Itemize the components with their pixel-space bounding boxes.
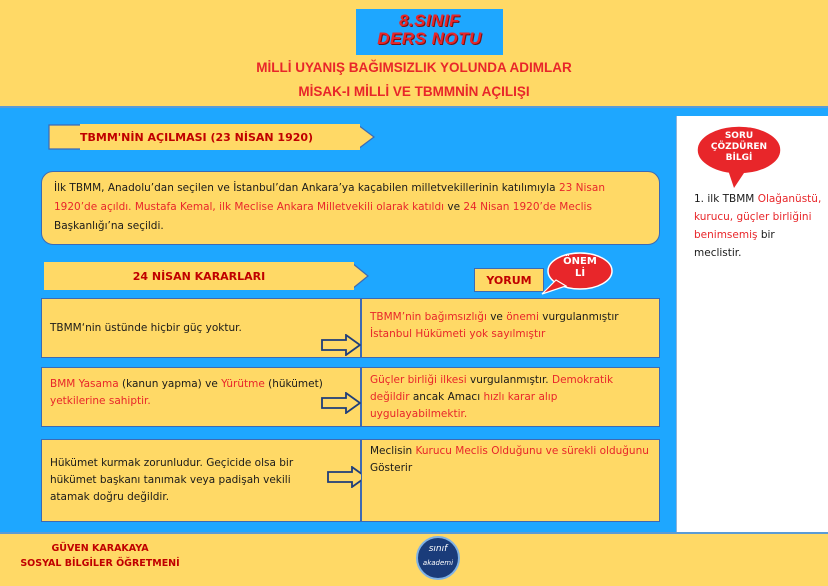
section1-text-e: Başkanlığı’na seçildi. xyxy=(54,220,164,232)
section1-banner: TBMM'NİN AÇILMASI (23 NİSAN 1920) xyxy=(80,124,360,150)
onemli-bubble xyxy=(552,256,608,280)
onemli-line1: ÖNEM xyxy=(563,256,597,267)
section1-text-d: 24 Nisan 1920’de Meclis xyxy=(463,201,592,213)
section1-text xyxy=(41,171,660,245)
section1-text-a: İlk TBMM, Anadolu’dan seçilen ve İstanbul’dan Ankara’ya kaçabilen milletvekillerinin katılımıyla xyxy=(54,182,559,194)
section1-text-b: 23 Nisan 1920’de açıldı. Mustafa Kemal, ilk Meclise Ankara Milletvekili olarak katıldı xyxy=(54,182,605,213)
signature-title: SOSYAL BİLGİLER ÖĞRETMENİ xyxy=(20,558,180,569)
comment-box-1 xyxy=(361,298,660,358)
comment-1-c: önemi xyxy=(506,311,539,323)
logo xyxy=(416,536,460,580)
comment-2-e: hızlı karar alıp uygulayabilmektir. xyxy=(370,391,558,420)
tip-bubble xyxy=(702,131,776,164)
comment-1-d: vurgulanmıştır xyxy=(538,311,619,323)
decision-2-c: Yürütme xyxy=(221,378,265,390)
yorum-label: YORUM xyxy=(474,268,544,292)
tip-line3: BİLGİ xyxy=(725,153,753,163)
comment-2-d: ancak Amacı xyxy=(409,391,484,403)
comment-box-2 xyxy=(361,367,660,427)
comment-box-3 xyxy=(361,439,660,522)
decision-2-b: (kanun yapma) ve xyxy=(118,378,222,390)
comment-1-a: TBMM’nin bağımsızlığı xyxy=(370,311,487,323)
comment-3-b: Kurucu Meclis Olduğunu ve sürekli olduğunu xyxy=(415,445,649,457)
logo-top: sınıf xyxy=(428,544,448,554)
onemli-line2: Lİ xyxy=(574,268,586,279)
decision-1-text: TBMM‘nin üstünde hiçbir güç yoktur. xyxy=(50,321,242,334)
page-title: MİLLİ UYANIŞ BAĞIMSIZLIK YOLUNDA ADIMLAR xyxy=(256,60,572,75)
arrow-right-icon xyxy=(320,392,362,414)
logo-bottom: akademi xyxy=(422,559,454,567)
decision-box-3 xyxy=(41,439,361,522)
comment-1-e: İstanbul Hükümeti yok sayılmıştır xyxy=(370,328,546,340)
header-stripe xyxy=(0,108,828,116)
comment-3-a: Meclisin xyxy=(370,445,416,457)
decision-2-a: BMM Yasama xyxy=(50,378,119,390)
side-note-b: Olağanüstü, kurucu, güçler birliğini benimsemiş xyxy=(694,193,822,241)
comment-3-c: Gösterir xyxy=(370,462,413,474)
comment-2-b: vurgulanmıştır. xyxy=(466,374,552,386)
section1-text-c: ve xyxy=(444,201,464,213)
grade-badge xyxy=(356,9,503,55)
comment-1-b: ve xyxy=(486,311,507,323)
decision-2-e: yetkilerine sahiptir. xyxy=(50,395,151,407)
section2-banner: 24 NİSAN KARARLARI xyxy=(44,262,354,290)
arrow-right-icon xyxy=(320,334,362,356)
decision-3-text: Hükümet kurmak zorunludur. Geçicide olsa bir hükümet başkanı tanımak veya padişah vekili atamak doğru değildir. xyxy=(50,457,294,503)
page-subtitle: MİSAK-I MİLLİ VE TBMMNİN AÇILIŞI xyxy=(298,84,530,99)
decision-box-1 xyxy=(41,298,361,358)
side-note xyxy=(694,190,824,262)
decision-2-d: (hükümet) xyxy=(264,378,323,390)
tip-line1: SORU xyxy=(724,131,754,141)
badge-line2: DERS NOTU xyxy=(377,29,482,48)
comment-2-a: Güçler birliği ilkesi xyxy=(370,374,467,386)
side-note-c: bir meclistir. xyxy=(694,229,775,259)
side-note-a: 1. ilk TBMM xyxy=(694,193,758,205)
tip-line2: ÇÖZDÜREN xyxy=(710,142,768,152)
comment-2-c: Demokratik değildir xyxy=(370,374,614,403)
badge-line1: 8.SINIF xyxy=(398,11,461,30)
decision-box-2 xyxy=(41,367,361,427)
signature-name: GÜVEN KARAKAYA xyxy=(51,543,149,554)
